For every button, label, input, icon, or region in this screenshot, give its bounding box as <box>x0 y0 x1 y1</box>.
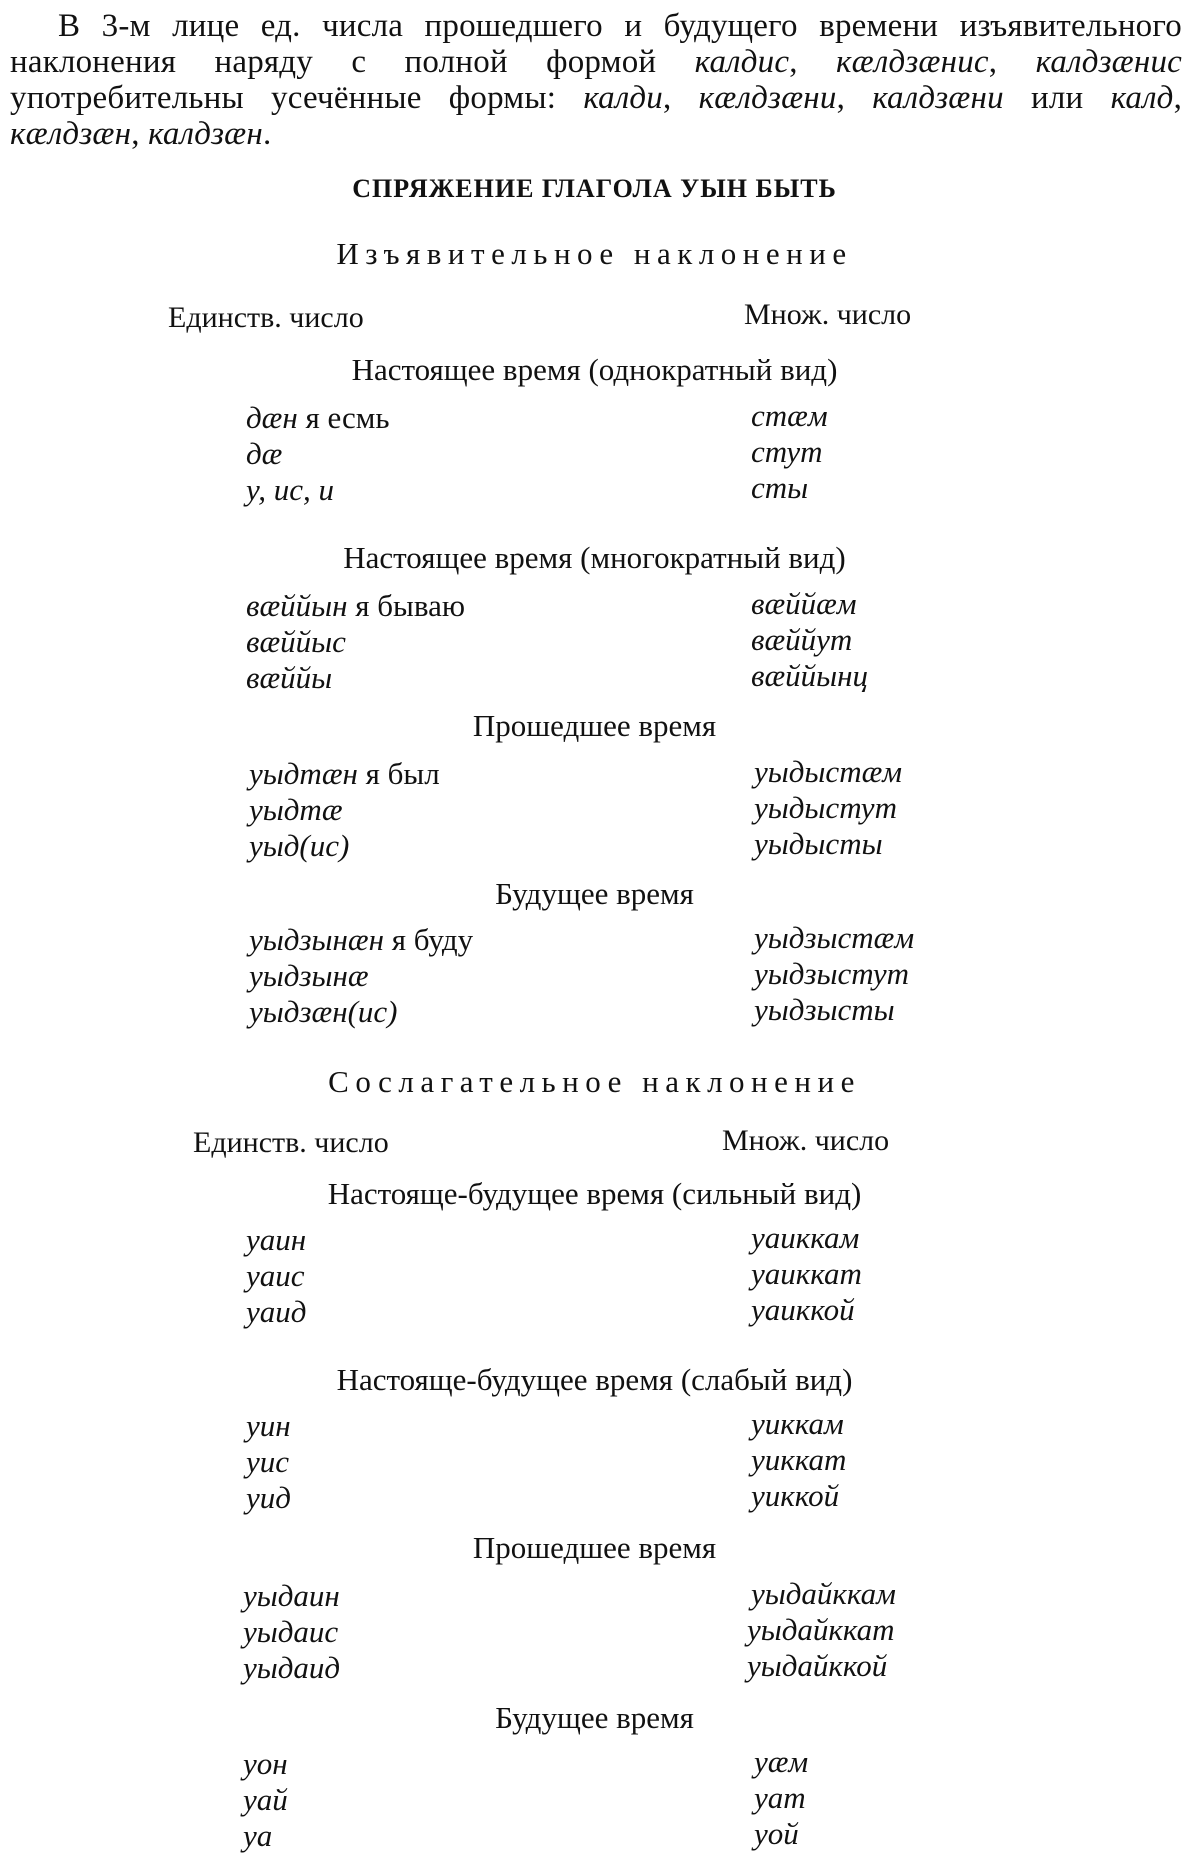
tense-heading: Настоящее время (однократный вид) <box>351 352 838 387</box>
singular-header: Единств. число <box>193 1126 389 1159</box>
intro-example: калдзæнис <box>1035 44 1182 80</box>
intro-example: калд <box>1110 80 1174 116</box>
form-singular: уыдтæ <box>249 792 343 827</box>
intro-example: калдзæни <box>872 80 1004 116</box>
form-singular: уин <box>246 1408 291 1443</box>
intro-example: калди <box>583 80 664 116</box>
form-singular: уон <box>243 1746 288 1781</box>
intro-text: , <box>789 44 837 80</box>
plural-header: Множ. число <box>744 298 912 331</box>
form-singular: уаин <box>246 1222 307 1257</box>
singular-header: Единств. число <box>168 301 364 334</box>
tense-heading: Прошедшее время <box>472 1530 717 1565</box>
form-singular: уыд(ис) <box>249 828 350 863</box>
tense-heading: Будущее время <box>495 1700 694 1735</box>
intro-text: , <box>663 80 699 116</box>
form-singular: уыдтæн я был <box>249 756 440 791</box>
intro-text: В 3-м лице ед. числа прошедшего и будущего времени изъявительного наклонения наряду с полной формой <box>10 8 1182 80</box>
section-title: СПРЯЖЕНИЕ ГЛАГОЛА УЫН БЫТЬ <box>352 174 837 203</box>
intro-example: калдис <box>694 44 790 80</box>
form-singular: вæййыс <box>246 624 346 659</box>
form-singular: вæййын я бываю <box>246 588 466 623</box>
form-plural: уиккат <box>751 1442 847 1477</box>
form-gloss: я был <box>365 756 440 791</box>
form-plural: уыдайккам <box>751 1576 896 1611</box>
form-singular: дæн я есмь <box>246 400 390 435</box>
form-plural: уæм <box>754 1744 809 1779</box>
form-singular: уид <box>246 1480 291 1515</box>
form-singular: дæ <box>246 436 283 471</box>
form-plural: уиккой <box>751 1478 840 1513</box>
intro-example: кæлдзæнис <box>836 44 989 80</box>
intro-example: кæлдзæни <box>698 80 837 116</box>
form-plural: уыдайккат <box>747 1612 895 1647</box>
intro-text: , <box>836 80 873 116</box>
form-singular: уа <box>243 1818 273 1853</box>
form-singular: уаис <box>246 1258 305 1293</box>
form-plural: уыдайккой <box>747 1648 888 1683</box>
form-singular: уис <box>246 1444 290 1479</box>
tense-heading: Настояще-будущее время (сильный вид) <box>327 1176 862 1211</box>
form-singular: уыдзæн(ис) <box>249 994 398 1029</box>
form-plural: уой <box>754 1816 799 1851</box>
form-singular: уыдаин <box>243 1578 340 1613</box>
form-plural: уат <box>754 1780 806 1815</box>
form-gloss: я есмь <box>305 400 390 435</box>
form-plural: стæм <box>751 398 828 433</box>
form-singular: уыдаис <box>243 1614 339 1649</box>
form-plural: вæййут <box>751 622 853 657</box>
form-gloss: я буду <box>391 922 474 957</box>
form-plural: уаиккат <box>751 1256 862 1291</box>
form-singular: у, ис, и <box>246 472 334 507</box>
form-plural: уыдыстæм <box>754 754 903 789</box>
form-singular: уаид <box>246 1294 307 1329</box>
intro-text: , <box>131 116 149 152</box>
form-plural: уаиккой <box>751 1292 855 1327</box>
form-singular: уай <box>243 1782 288 1817</box>
form-plural: уыдысты <box>754 826 883 861</box>
form-plural: стут <box>751 434 823 469</box>
plural-header: Множ. число <box>722 1124 890 1157</box>
intro-example: калдзæн <box>148 116 263 152</box>
form-plural: сты <box>751 470 809 505</box>
form-singular: уыдзынæн я буду <box>249 922 474 957</box>
intro-text: или <box>1003 80 1111 116</box>
tense-heading: Настояще-будущее время (слабый вид) <box>336 1362 853 1397</box>
form-singular: уыдзынæ <box>249 958 369 993</box>
intro-text: употребительны усечённые формы: <box>10 80 584 116</box>
intro-text: , <box>988 44 1036 80</box>
intro-text: , <box>1173 80 1183 116</box>
form-gloss: я бываю <box>355 588 466 623</box>
form-plural: уаиккам <box>751 1220 860 1255</box>
form-plural: уыдыстут <box>754 790 897 825</box>
form-plural: вæййынц <box>751 658 869 693</box>
form-singular: уыдаид <box>243 1650 341 1685</box>
tense-heading: Будущее время <box>495 876 694 911</box>
intro-example: кæлдзæн <box>10 116 132 152</box>
mood-heading: Сослагательное наклонение <box>328 1064 861 1099</box>
form-plural: уиккам <box>751 1406 844 1441</box>
form-plural: вæййæм <box>751 586 857 621</box>
form-singular: вæййы <box>246 660 333 695</box>
form-plural: уыдзысты <box>754 992 895 1027</box>
form-plural: уыдзыстут <box>754 956 910 991</box>
intro-paragraph <box>10 8 1182 152</box>
tense-heading: Настоящее время (многократный вид) <box>343 540 846 575</box>
mood-heading: Изъявительное наклонение <box>336 236 853 271</box>
tense-heading: Прошедшее время <box>472 708 717 743</box>
intro-text: . <box>262 116 272 152</box>
form-plural: уыдзыстæм <box>754 920 915 955</box>
